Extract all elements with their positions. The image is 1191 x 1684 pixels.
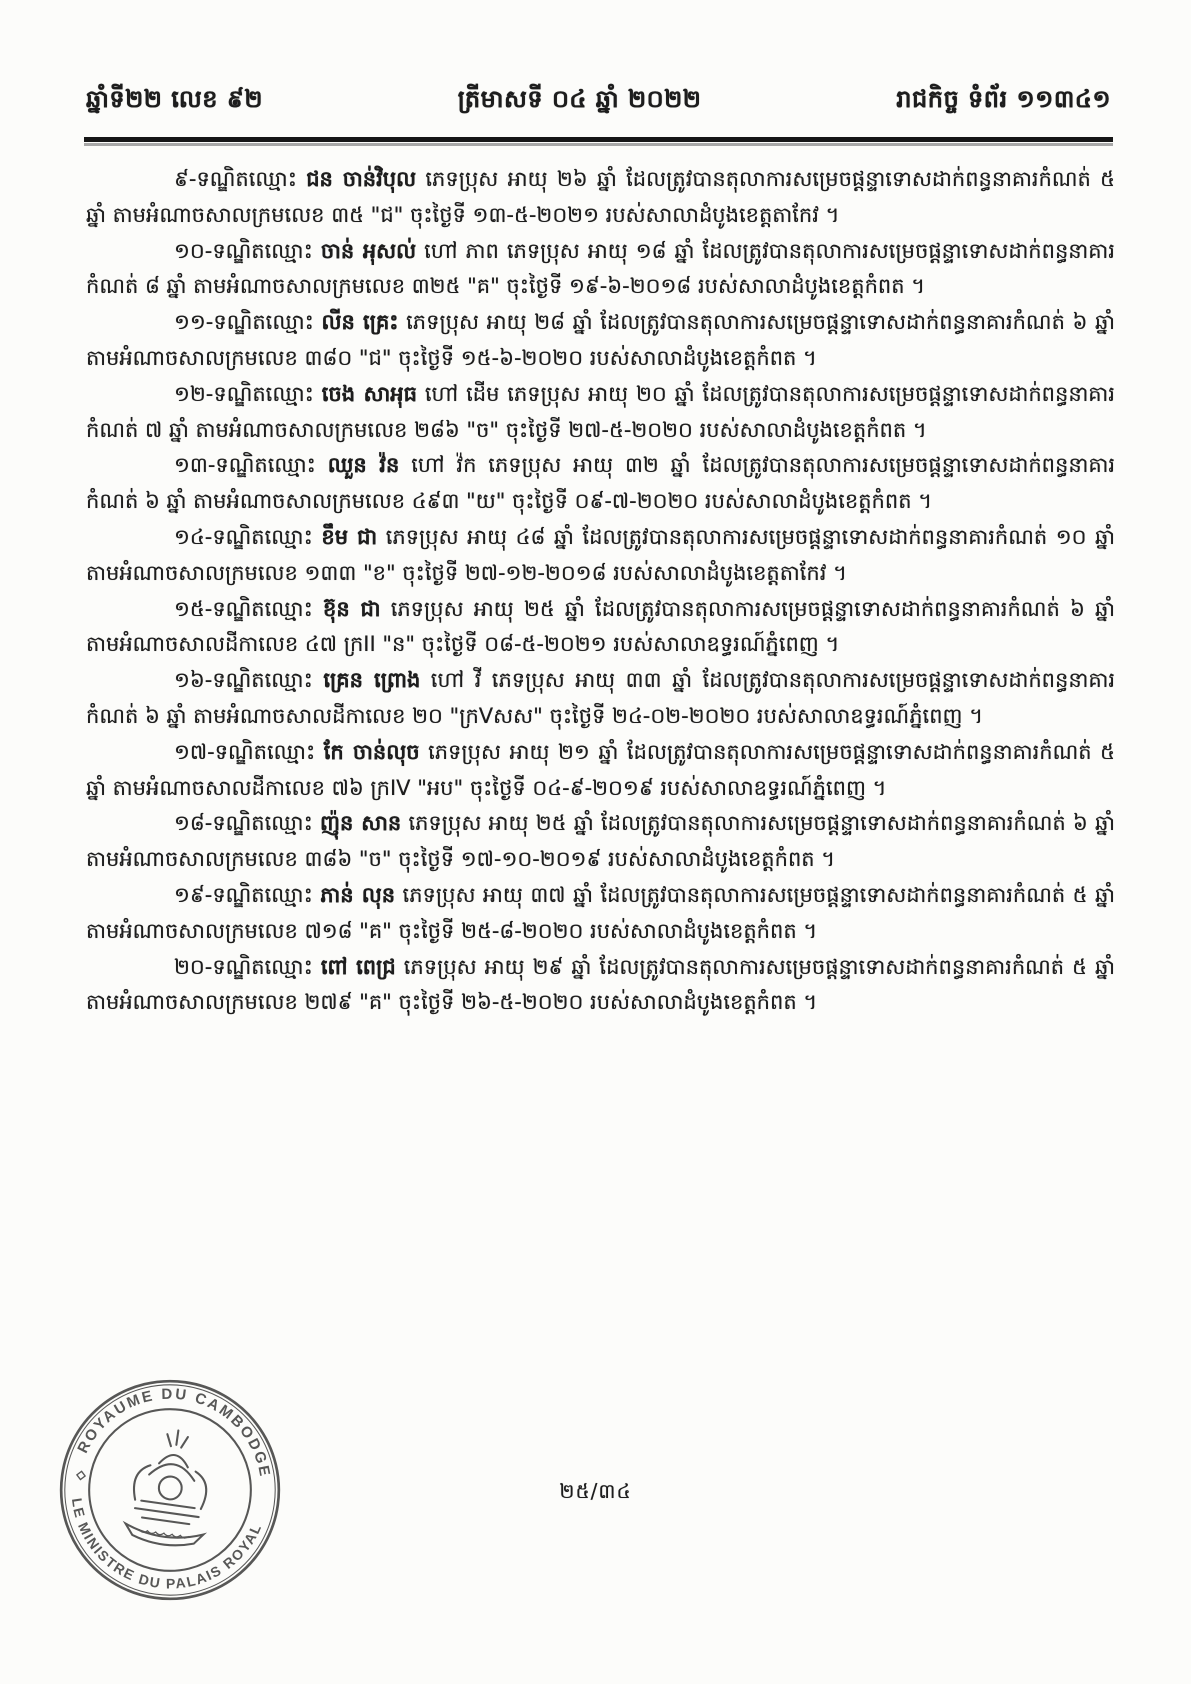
entry-details: ភេទប្រុស អាយុ ២១ ឆ្នាំ ដែលត្រូវបានតុលាការសម្រេចផ្តន្ទាទោសដាក់ពន្ធនាគារកំណត់ ៥ ឆ្នាំ តាមអំណាចសាលដីកាលេខ ៧៦ ក្រIV "អប" ចុះថ្ងៃទី ០៤-៩-២០១៩ របស់សាលាឧទ្ធរណ៍ភ្នំពេញ ។	[86, 739, 1115, 800]
seal-top-text: ROYAUME DU CAMBODGE	[74, 1385, 274, 1480]
entry-details: ភេទប្រុស អាយុ ២៩ ឆ្នាំ ដែលត្រូវបានតុលាការសម្រេចផ្តន្ទាទោសដាក់ពន្ធនាគារកំណត់ ៥ ឆ្នាំ តាមអំណាចសាលក្រមលេខ ២៧៩ "គ" ចុះថ្ងៃទី ២៦-៥-២០២០ របស់សាលាដំបូងខេត្តកំពត ។	[86, 954, 1115, 1015]
entry-details: ហៅ វី ភេទប្រុស អាយុ ៣៣ ឆ្នាំ ដែលត្រូវបានតុលាការសម្រេចផ្តន្ទាទោសដាក់ពន្ធនាគារកំណត់ ៦ ឆ្នាំ តាមអំណាចសាលដីកាលេខ ២០ "ក្រVសស" ចុះថ្ងៃទី ២៤-០២-២០២០ របស់សាលាឧទ្ធរណ៍ភ្នំពេញ ។	[86, 668, 1115, 728]
entry-prefix: ១៨-ទណ្ឌិតឈ្មោះ	[174, 811, 313, 836]
convict-entry	[86, 162, 1115, 234]
header-quarter-year: ត្រីមាសទី ០៤ ឆ្នាំ ២០២២	[457, 85, 702, 113]
convict-name: ញ៉ុន សាន	[320, 811, 402, 836]
entry-prefix: ១១-ទណ្ឌិតឈ្មោះ	[174, 310, 314, 335]
page-number: ២៥/៣៤	[559, 1479, 632, 1503]
entry-details: ភេទប្រុស អាយុ ២៥ ឆ្នាំ ដែលត្រូវបានតុលាការសម្រេចផ្តន្ទាទោសដាក់ពន្ធនាគារកំណត់ ៦ ឆ្នាំ តាមអំណាចសាលក្រមលេខ ៣៨៦ "ច" ចុះថ្ងៃទី ១៧-១០-២០១៩ របស់សាលាដំបូងខេត្តកំពត ។	[86, 811, 1115, 872]
entry-prefix: ១២-ទណ្ឌិតឈ្មោះ	[174, 381, 314, 406]
convict-entry	[86, 663, 1115, 735]
convict-entry	[86, 806, 1115, 878]
convict-name: កែ ចាន់លុច	[323, 739, 420, 764]
entry-prefix: ១៦-ទណ្ឌិតឈ្មោះ	[174, 668, 313, 693]
convict-name: ខ៊ុន ជា	[323, 596, 381, 621]
convict-name: ខឹម ជា	[321, 524, 378, 549]
convict-entry	[86, 878, 1115, 950]
entry-details: ភេទប្រុស អាយុ ២៥ ឆ្នាំ ដែលត្រូវបានតុលាការសម្រេចផ្តន្ទាទោសដាក់ពន្ធនាគារកំណត់ ៦ ឆ្នាំ តាមអំណាចសាលដីកាលេខ ៤៧ ក្រII "ន" ចុះថ្ងៃទី ០៨-៥-២០២១ របស់សាលាឧទ្ធរណ៍ភ្នំពេញ ។	[86, 596, 1115, 657]
convict-entry	[86, 520, 1115, 592]
convict-entry	[86, 950, 1115, 1022]
convict-entry	[86, 234, 1115, 306]
convict-entry	[86, 735, 1115, 807]
entry-details: ហៅ ភាព ភេទប្រុស អាយុ ១៨ ឆ្នាំ ដែលត្រូវបានតុលាការសម្រេចផ្តន្ទាទោសដាក់ពន្ធនាគារកំណត់ ៨ ឆ្នាំ តាមអំណាចសាលក្រមលេខ ៣២៥ "គ" ចុះថ្ងៃទី ១៩-៦-២០១៨ របស់សាលាដំបូងខេត្តកំពត ។	[86, 238, 1115, 299]
entry-prefix: ១៩-ទណ្ឌិតឈ្មោះ	[174, 882, 313, 907]
convict-entry	[86, 377, 1115, 449]
divider-gray-line	[84, 143, 1113, 146]
divider-black-line	[84, 137, 1113, 142]
convict-name: ឈួន វ៉ន	[327, 453, 400, 478]
convict-name: ចាន់ អុសល់	[320, 238, 417, 263]
entry-prefix: ៩-ទណ្ឌិតឈ្មោះ	[174, 167, 297, 191]
gazette-header	[0, 0, 1191, 119]
header-volume-issue: ឆ្នាំទី២២ លេខ ៩២	[86, 85, 263, 113]
entry-details: ភេទប្រុស អាយុ ៣៧ ឆ្នាំ ដែលត្រូវបានតុលាការសម្រេចផ្តន្ទាទោសដាក់ពន្ធនាគារកំណត់ ៥ ឆ្នាំ តាមអំណាចសាលក្រមលេខ ៧១៨ "គ" ចុះថ្ងៃទី ២៥-៨-២០២០ របស់សាលាដំបូងខេត្តកំពត ។	[86, 882, 1115, 943]
convict-entry	[86, 305, 1115, 377]
convict-name: ពៅ ពេជ្រ	[320, 954, 396, 979]
seal-bottom-text: LE MINISTRE DU PALAIS ROYAL	[68, 1497, 265, 1592]
entry-prefix: ១៥-ទណ្ឌិតឈ្មោះ	[174, 596, 313, 621]
entry-prefix: ១០-ទណ្ឌិតឈ្មោះ	[174, 238, 313, 263]
convict-name: គ្រេន ព្រោង	[323, 668, 421, 693]
convict-entries-list	[86, 162, 1115, 1021]
convict-entry	[86, 592, 1115, 664]
convict-name: ជន ចាន់វិបុល	[306, 167, 417, 191]
entry-prefix: ១៧-ទណ្ឌិតឈ្មោះ	[174, 739, 316, 764]
header-divider	[84, 137, 1113, 146]
entry-details: ហៅ ដើម ភេទប្រុស អាយុ ២០ ឆ្នាំ ដែលត្រូវបានតុលាការសម្រេចផ្តន្ទាទោសដាក់ពន្ធនាគារកំណត់ ៧ ឆ្នាំ តាមអំណាចសាលក្រមលេខ ២៨៦ "ច" ចុះថ្ងៃទី ២៧-៥-២០២០ របស់សាលាដំបូងខេត្តកំពត ។	[86, 381, 1115, 442]
convict-name: ភាន់ លុន	[320, 882, 396, 907]
entry-details: ហៅ វ៉ក ភេទប្រុស អាយុ ៣២ ឆ្នាំ ដែលត្រូវបានតុលាការសម្រេចផ្តន្ទាទោសដាក់ពន្ធនាគារកំណត់ ៦ ឆ្នាំ តាមអំណាចសាលក្រមលេខ ៤៩៣ "យ" ចុះថ្ងៃទី ០៩-៧-២០២០ របស់សាលាដំបូងខេត្តកំពត ។	[86, 453, 1115, 514]
entry-details: ភេទប្រុស អាយុ ២៨ ឆ្នាំ ដែលត្រូវបានតុលាការសម្រេចផ្តន្ទាទោសដាក់ពន្ធនាគារកំណត់ ៦ ឆ្នាំ តាមអំណាចសាលក្រមលេខ ៣៨០ "ជ" ចុះថ្ងៃទី ១៥-៦-២០២០ របស់សាលាដំបូងខេត្តកំពត ។	[86, 310, 1115, 370]
convict-name: ចេង សាអុធ	[321, 381, 417, 406]
entry-prefix: ១៣-ទណ្ឌិតឈ្មោះ	[174, 453, 316, 478]
entry-prefix: ២០-ទណ្ឌិតឈ្មោះ	[174, 954, 313, 979]
entry-details: ភេទប្រុស អាយុ ៤៨ ឆ្នាំ ដែលត្រូវបានតុលាការសម្រេចផ្តន្ទាទោសដាក់ពន្ធនាគារកំណត់ ១០ ឆ្នាំ តាមអំណាចសាលក្រមលេខ ១៣៣ "ខ" ចុះថ្ងៃទី ២៧-១២-២០១៨ របស់សាលាដំបូងខេត្តតាកែវ ។	[86, 524, 1115, 585]
entry-prefix: ១៤-ទណ្ឌិតឈ្មោះ	[174, 524, 313, 549]
entry-details: ភេទប្រុស អាយុ ២៦ ឆ្នាំ ដែលត្រូវបានតុលាការសម្រេចផ្តន្ទាទោសដាក់ពន្ធនាគារកំណត់ ៥ ឆ្នាំ តាមអំណាចសាលក្រមលេខ ៣៥ "ជ" ចុះថ្ងៃទី ១៣-៥-២០២១ របស់សាលាដំបូងខេត្តតាកែវ ។	[86, 167, 1115, 227]
convict-name: លីន គ្រេះ	[321, 310, 399, 335]
convict-entry	[86, 448, 1115, 520]
header-gazette-page-ref: រាជកិច្ច ទំព័រ ១១៣៤១	[896, 85, 1111, 113]
